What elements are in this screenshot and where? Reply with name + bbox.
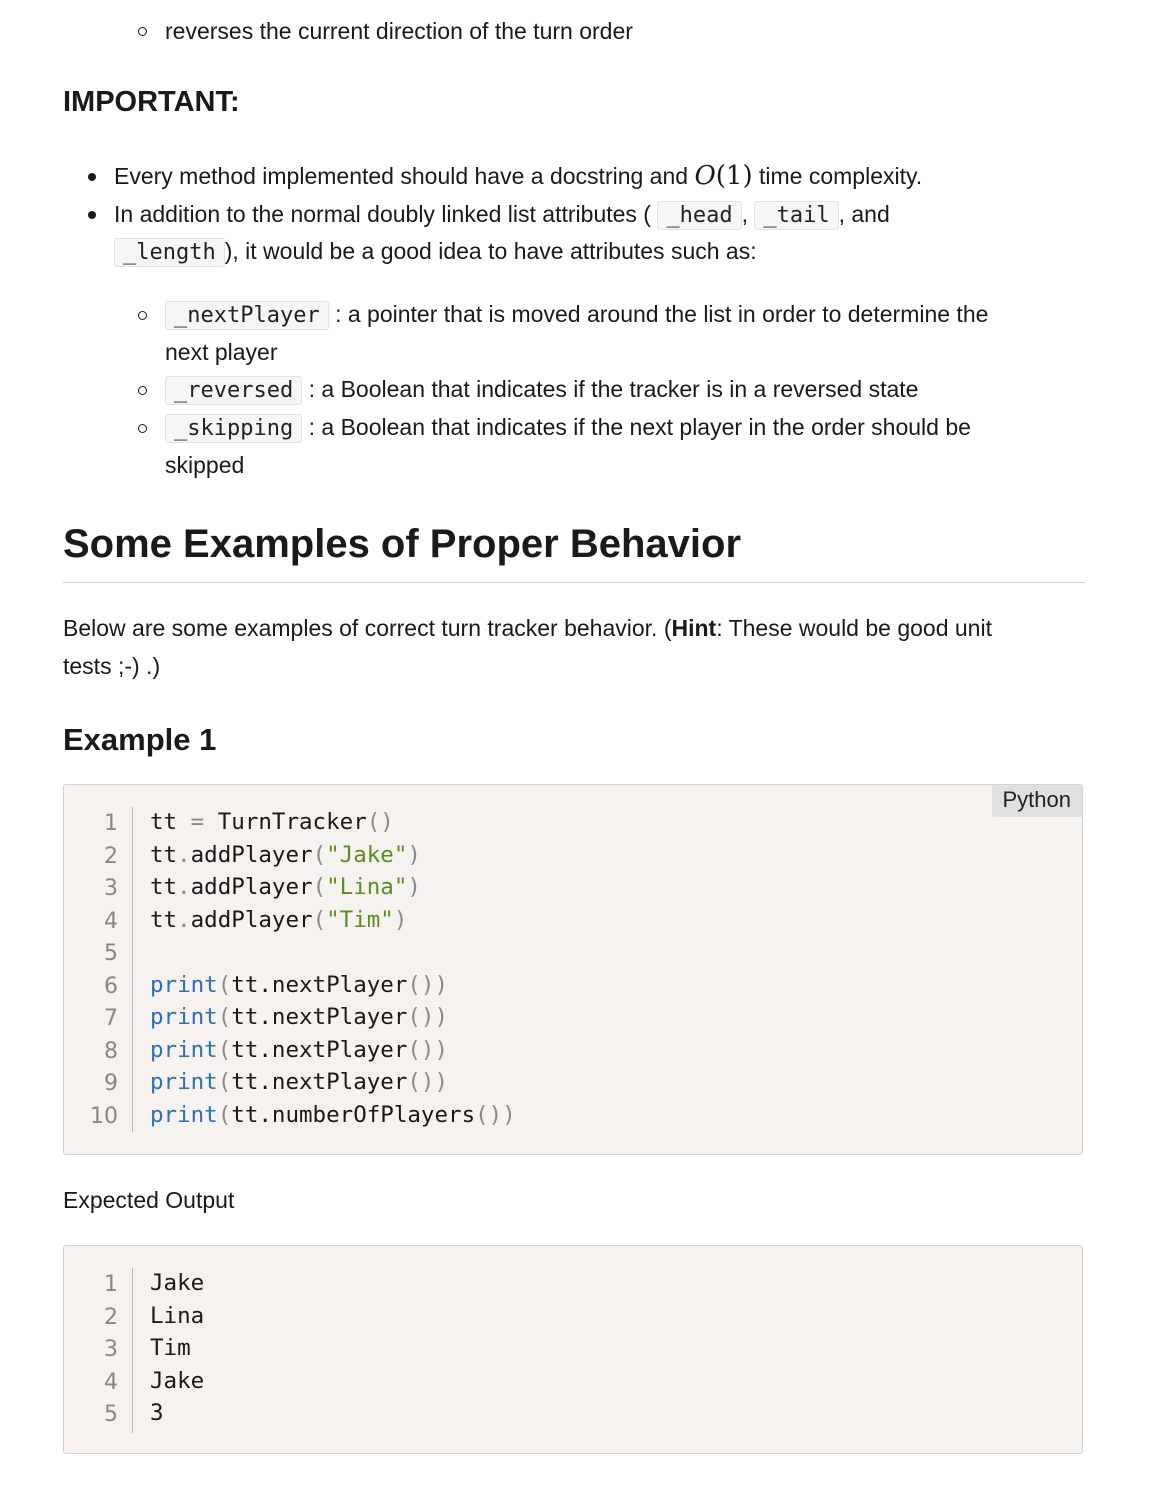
code-keyword: print	[150, 972, 218, 998]
code-token: addPlayer	[190, 874, 313, 900]
bullet-complexity-post: time complexity.	[752, 163, 923, 189]
top-item-text: reverses the current direction of the turn order	[165, 18, 633, 44]
code-token: .	[177, 907, 191, 933]
output-block	[63, 1245, 1083, 1454]
sub-item-skipping-cont: skipped	[165, 452, 245, 478]
sub-item-reversed	[165, 370, 918, 410]
line-number: 5	[104, 1402, 118, 1427]
code-token: tt	[150, 842, 178, 868]
code-token: (	[312, 907, 327, 933]
bullet-attributes-line2	[114, 232, 757, 272]
circle-bullet	[138, 386, 147, 395]
circle-bullet	[138, 424, 147, 433]
code-token: tt.numberOfPlayers	[231, 1102, 476, 1128]
sub-item-nextplayer-cont: next player	[165, 339, 278, 365]
code-token: "Tim"	[326, 907, 394, 933]
code-token: .	[177, 874, 191, 900]
disc-bullet	[88, 173, 96, 181]
code-line-7	[150, 1004, 448, 1030]
code-token: tt	[150, 874, 178, 900]
disc-bullet	[88, 211, 96, 219]
code-line-10	[150, 1102, 516, 1128]
output-line: Jake	[150, 1368, 205, 1394]
expected-output-label: Expected Output	[63, 1187, 235, 1213]
important-heading: IMPORTANT:	[63, 86, 240, 118]
line-number: 3	[104, 1337, 118, 1362]
code-token: ())	[407, 1004, 449, 1030]
code-skipping: _skipping	[165, 414, 302, 443]
code-block	[63, 784, 1083, 1155]
code-token: addPlayer	[190, 842, 313, 868]
line-number: 10	[90, 1104, 118, 1129]
code-keyword: print	[150, 1037, 218, 1063]
line-number: 4	[104, 1370, 118, 1395]
code-token: (	[312, 842, 327, 868]
bullet-attributes-pre: In addition to the normal doubly linked list attributes (	[114, 201, 651, 227]
code-token: (	[217, 1069, 232, 1095]
line-number-gutter	[64, 1268, 133, 1433]
code-token: ())	[475, 1102, 516, 1128]
section-title: Some Examples of Proper Behavior	[63, 522, 742, 566]
code-token: )	[407, 842, 421, 868]
sub-item-text: : a Boolean that indicates if the next player in the order should be	[308, 414, 971, 440]
code-tail: _tail	[754, 201, 838, 230]
code-line-3	[150, 874, 421, 900]
code-line-4	[150, 907, 407, 933]
code-token: tt.nextPlayer	[231, 1069, 408, 1095]
output-line: Tim	[150, 1335, 191, 1361]
code-token: "Lina"	[326, 874, 408, 900]
separator: ,	[741, 201, 748, 227]
circle-bullet	[138, 311, 147, 320]
code-token: )	[407, 874, 421, 900]
code-line-9	[150, 1069, 448, 1095]
line-number: 2	[104, 1305, 118, 1330]
code-token: )	[393, 907, 408, 933]
code-token: ()	[366, 809, 394, 835]
sub-item-text: : a pointer that is moved around the list in order to determine the	[335, 301, 989, 327]
circle-bullet	[138, 27, 147, 36]
language-badge: Python	[992, 785, 1083, 817]
bullet-complexity-pre: Every method implemented should have a docstring and	[114, 163, 695, 189]
big-o-arg: (1)	[715, 161, 753, 191]
code-token: tt.nextPlayer	[231, 1004, 408, 1030]
output-line: 3	[150, 1400, 164, 1426]
code-token: (	[217, 972, 232, 998]
code-token: (	[217, 1102, 232, 1128]
line-number: 5	[104, 941, 118, 966]
line-number: 7	[104, 1006, 118, 1031]
code-keyword: print	[150, 1069, 218, 1095]
code-token: (	[217, 1037, 232, 1063]
line-number: 1	[104, 1272, 118, 1297]
section-divider	[63, 582, 1085, 583]
big-o-math	[694, 161, 752, 191]
sub-item-text: : a Boolean that indicates if the tracker is in a reversed state	[308, 376, 919, 402]
sub-item-nextplayer	[165, 295, 988, 335]
code-token: tt	[150, 907, 178, 933]
intro-pre: Below are some examples of correct turn tracker behavior. (	[63, 615, 672, 641]
code-line-2	[150, 842, 421, 868]
line-number: 2	[104, 844, 118, 869]
code-token: (	[312, 874, 327, 900]
code-token: (	[217, 1004, 232, 1030]
bullet-complexity	[114, 157, 922, 195]
code-head: _head	[657, 201, 741, 230]
example-title: Example 1	[63, 722, 217, 757]
code-token: tt	[150, 809, 178, 835]
line-number: 8	[104, 1039, 118, 1064]
section-intro	[63, 609, 1063, 685]
code-token: "Jake"	[326, 842, 408, 868]
bullet-attributes-post: ), it would be a good idea to have attributes such as:	[224, 238, 757, 264]
intro-line2: tests ;-) .)	[63, 653, 161, 679]
separator-and: , and	[838, 201, 890, 227]
code-token: addPlayer	[190, 907, 313, 933]
code-token: =	[177, 809, 218, 835]
code-token: ())	[407, 1069, 449, 1095]
code-token: .	[177, 842, 191, 868]
bullet-attributes-line1	[114, 195, 890, 235]
code-token: ())	[407, 1037, 449, 1063]
line-number: 1	[104, 811, 118, 836]
code-line-6	[150, 972, 448, 998]
intro-hint: Hint	[671, 615, 717, 641]
code-line-8	[150, 1037, 448, 1063]
line-number: 9	[104, 1071, 118, 1096]
code-token: TurnTracker	[217, 809, 367, 835]
code-token: ())	[407, 972, 449, 998]
code-reversed: _reversed	[165, 376, 302, 405]
code-token: tt.nextPlayer	[231, 1037, 408, 1063]
output-line: Jake	[150, 1270, 205, 1296]
line-number: 4	[104, 909, 118, 934]
line-number: 6	[104, 974, 118, 999]
intro-post: : These would be good unit	[716, 615, 992, 641]
line-number: 3	[104, 876, 118, 901]
code-keyword: print	[150, 1004, 218, 1030]
code-keyword: print	[150, 1102, 218, 1128]
code-nextplayer: _nextPlayer	[165, 301, 329, 330]
code-line-1	[150, 809, 394, 835]
code-token: tt.nextPlayer	[231, 972, 408, 998]
output-line: Lina	[150, 1303, 205, 1329]
line-number-gutter	[64, 807, 133, 1132]
code-length: _length	[114, 238, 225, 267]
big-o-letter: O	[694, 161, 716, 191]
sub-item-skipping	[165, 408, 971, 448]
